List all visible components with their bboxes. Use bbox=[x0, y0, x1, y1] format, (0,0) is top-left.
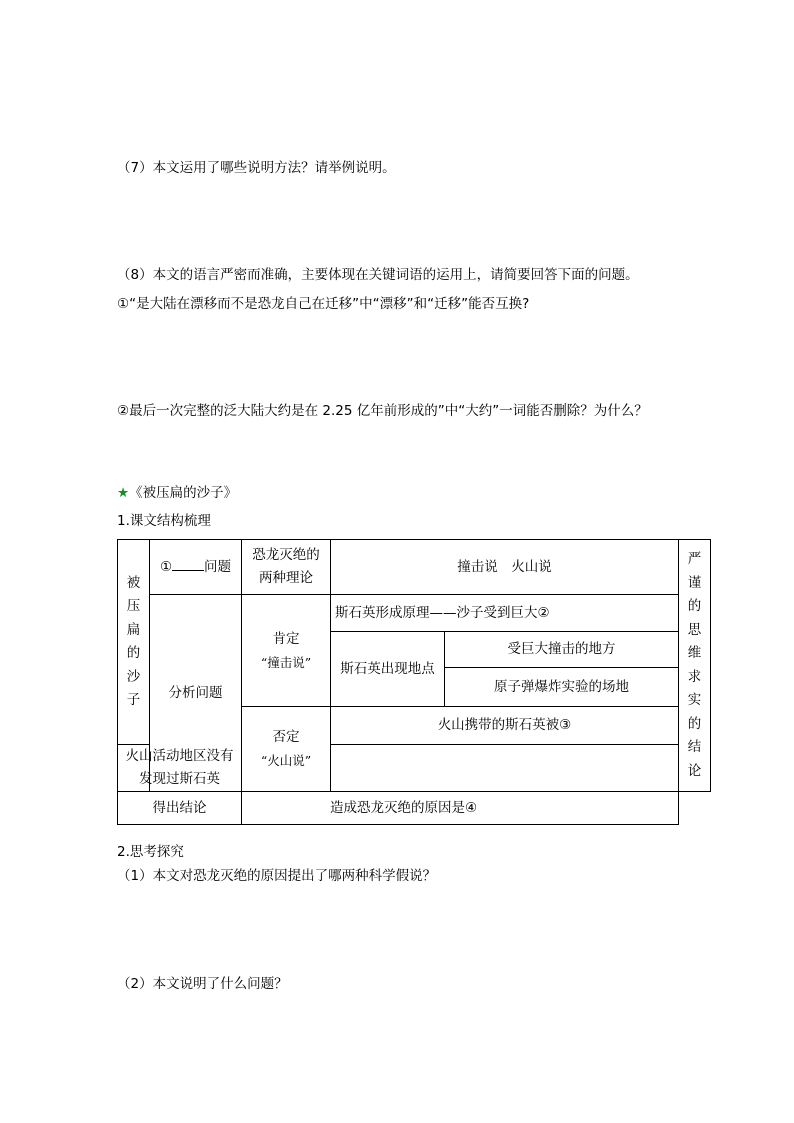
cell-impact-site: 受巨大撞击的地方 bbox=[445, 632, 679, 668]
section-heading bbox=[117, 484, 237, 502]
part-2-heading: 2.思考探究 bbox=[117, 844, 184, 860]
cell-volcano-none: 火山活动地区没有发现过斯石英 bbox=[118, 745, 242, 792]
section-title: 《被压扁的沙子》 bbox=[129, 485, 238, 501]
cell-conclusion: 得出结论 bbox=[118, 792, 242, 825]
part-1-heading: 1.课文结构梳理 bbox=[117, 513, 211, 529]
right-vertical-title: 严 谨 的 思 维 求 实 的 结 论 bbox=[679, 540, 711, 792]
question-8: （8）本文的语言严密而准确，主要体现在关键词语的运用上，请简要回答下面的问题。 bbox=[117, 267, 639, 283]
question-7: （7）本文运用了哪些说明方法？请举例说明。 bbox=[117, 160, 396, 176]
cell-conclusion-text: 造成恐龙灭绝的原因是④ bbox=[242, 792, 679, 825]
structure-table bbox=[117, 539, 711, 825]
left-vertical-title: 被 压 扁 的 沙 子 bbox=[118, 540, 150, 745]
cell-raise-question: ① 问题 bbox=[150, 540, 242, 595]
cell-analyze: 分析问题 bbox=[150, 595, 242, 792]
cell-stishovite-location: 斯石英出现地点 bbox=[331, 632, 445, 707]
blank-1[interactable] bbox=[172, 556, 204, 571]
question-8-1: ①“是大陆在漂移而不是恐龙自己在迁移”中“漂移”和“迁移”能否互换? bbox=[117, 296, 530, 312]
part-2-question-2: （2）本文说明了什么问题？ bbox=[117, 976, 288, 992]
cell-deny: 否定 “火山说” bbox=[242, 707, 331, 792]
question-8-2: ②最后一次完整的泛大陆大约是在 2.25 亿年前形成的”中“大约”一词能否删除？为什么？ bbox=[117, 403, 648, 419]
part-2-question-1: （1）本文对恐龙灭绝的原因提出了哪两种科学假说？ bbox=[117, 868, 437, 884]
cell-affirm: 肯定 “撞击说” bbox=[242, 595, 331, 707]
cell-volcano-carry: 火山携带的斯石英被③ bbox=[331, 707, 679, 745]
cell-two-theories: 恐龙灭绝的 两种理论 bbox=[242, 540, 331, 595]
cell-bomb-site: 原子弹爆炸实验的场地 bbox=[445, 668, 679, 707]
cell-theory-names: 撞击说 火山说 bbox=[331, 540, 679, 595]
cell-stishovite-formation: 斯石英形成原理——沙子受到巨大② bbox=[331, 595, 679, 632]
star-icon: ★ bbox=[117, 485, 130, 501]
